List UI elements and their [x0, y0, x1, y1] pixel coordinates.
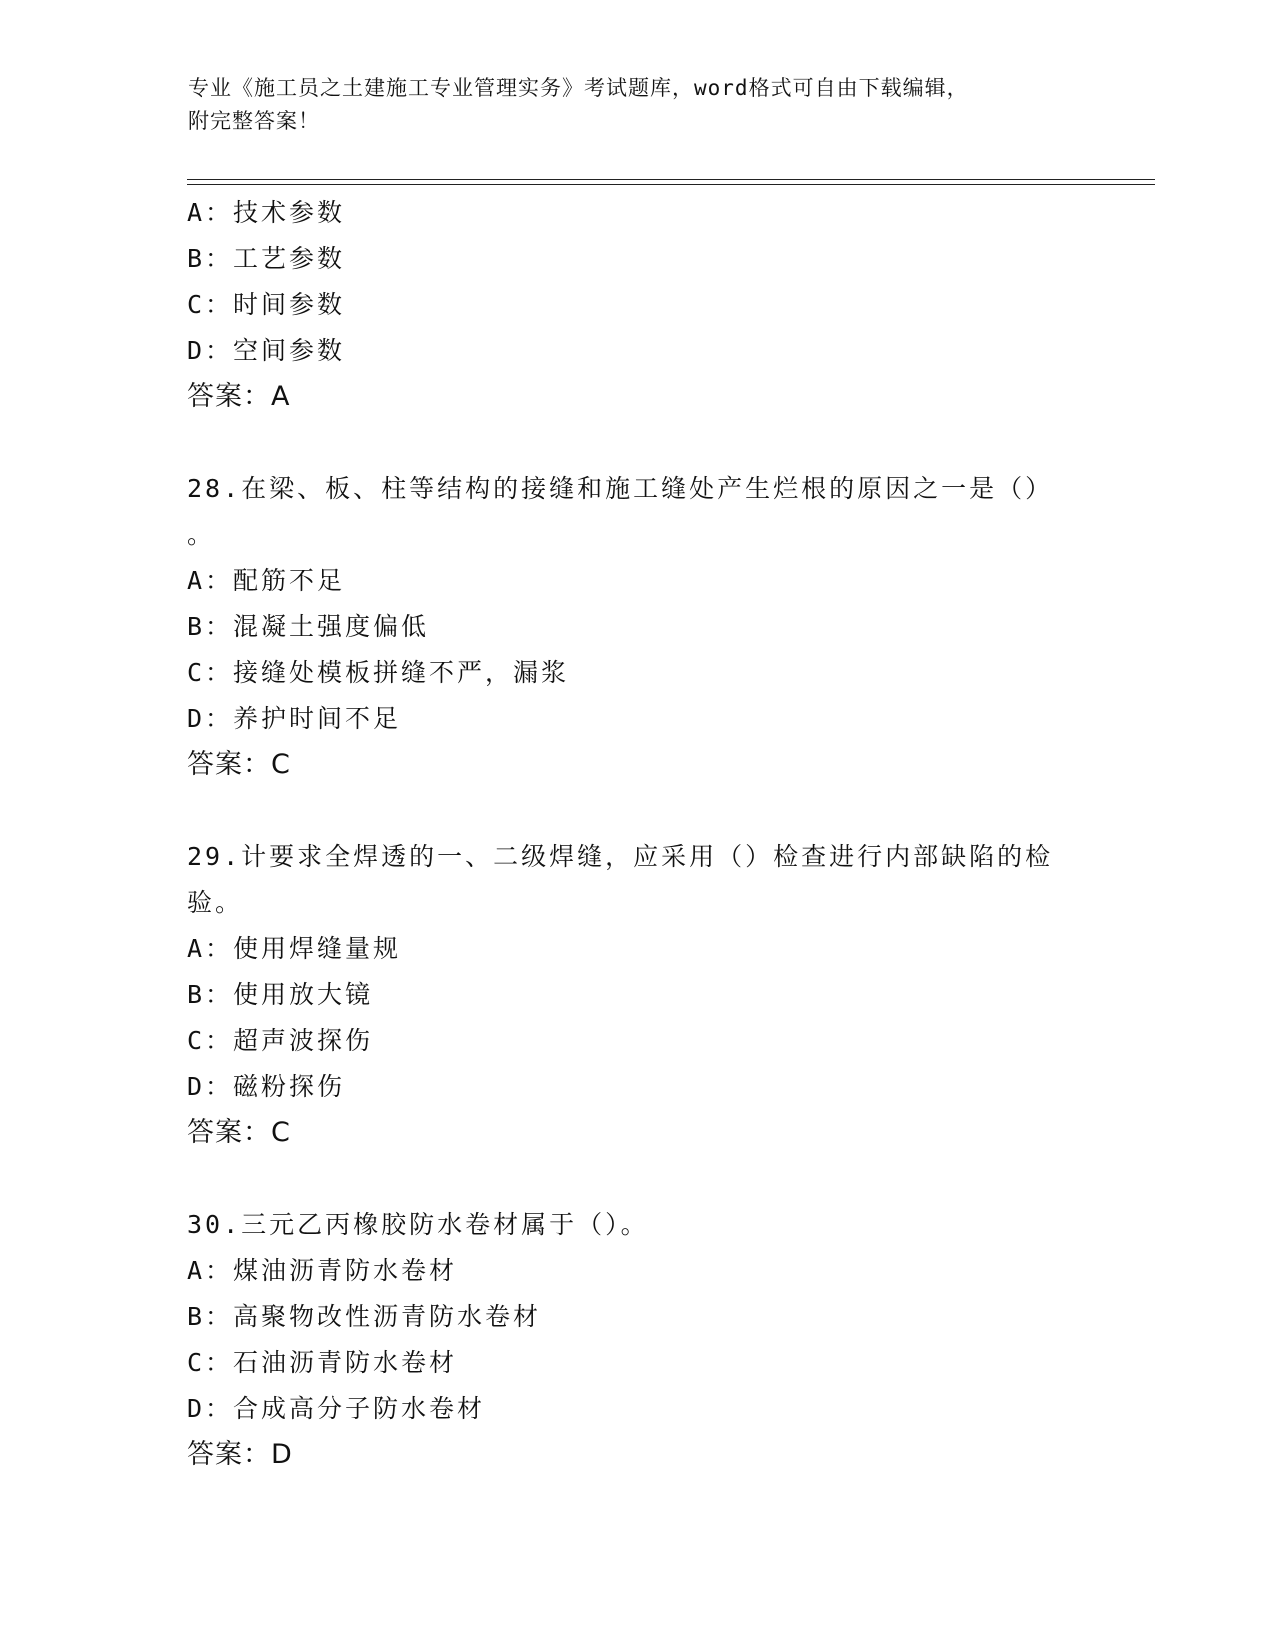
option-d: D：磁粉探伤 — [187, 1072, 346, 1101]
question-27 — [187, 190, 1087, 420]
question-29 — [187, 834, 1087, 1156]
answer: 答案：A — [187, 381, 291, 412]
question-stem-continued: 验。 — [187, 888, 244, 917]
header-line-1: 专业《施工员之土建施工专业管理实务》考试题库，word格式可自由下载编辑， — [188, 76, 969, 100]
option-c: C：石油沥青防水卷材 — [187, 1348, 458, 1377]
header-divider-bottom — [187, 184, 1155, 185]
option-d: D：合成高分子防水卷材 — [187, 1394, 486, 1423]
answer: 答案：C — [187, 749, 291, 780]
answer: 答案：C — [187, 1117, 291, 1148]
question-stem-continued: 。 — [187, 520, 216, 549]
question-list — [187, 190, 1087, 1478]
question-stem: 28.在梁、板、柱等结构的接缝和施工缝处产生烂根的原因之一是（） — [187, 474, 1054, 503]
option-a: A：技术参数 — [187, 198, 346, 227]
option-c: C：时间参数 — [187, 290, 346, 319]
option-a: A：使用焊缝量规 — [187, 934, 402, 963]
option-b: B：高聚物改性沥青防水卷材 — [187, 1302, 542, 1331]
question-stem: 30.三元乙丙橡胶防水卷材属于（）。 — [187, 1210, 649, 1239]
option-d: D：空间参数 — [187, 336, 346, 365]
option-d: D：养护时间不足 — [187, 704, 402, 733]
option-a: A：煤油沥青防水卷材 — [187, 1256, 458, 1285]
option-c: C：接缝处模板拼缝不严，漏浆 — [187, 658, 570, 687]
option-a: A：配筋不足 — [187, 566, 346, 595]
question-28 — [187, 466, 1087, 788]
option-b: B：工艺参数 — [187, 244, 346, 273]
option-b: B：混凝土强度偏低 — [187, 612, 430, 641]
header-line-2: 附完整答案！ — [188, 109, 320, 133]
question-30 — [187, 1202, 1087, 1478]
option-b: B：使用放大镜 — [187, 980, 374, 1009]
question-stem: 29.计要求全焊透的一、二级焊缝，应采用（）检查进行内部缺陷的检 — [187, 842, 1054, 871]
document-header — [188, 72, 1088, 138]
answer: 答案：D — [187, 1439, 293, 1470]
option-c: C：超声波探伤 — [187, 1026, 374, 1055]
header-divider-top — [187, 179, 1155, 180]
